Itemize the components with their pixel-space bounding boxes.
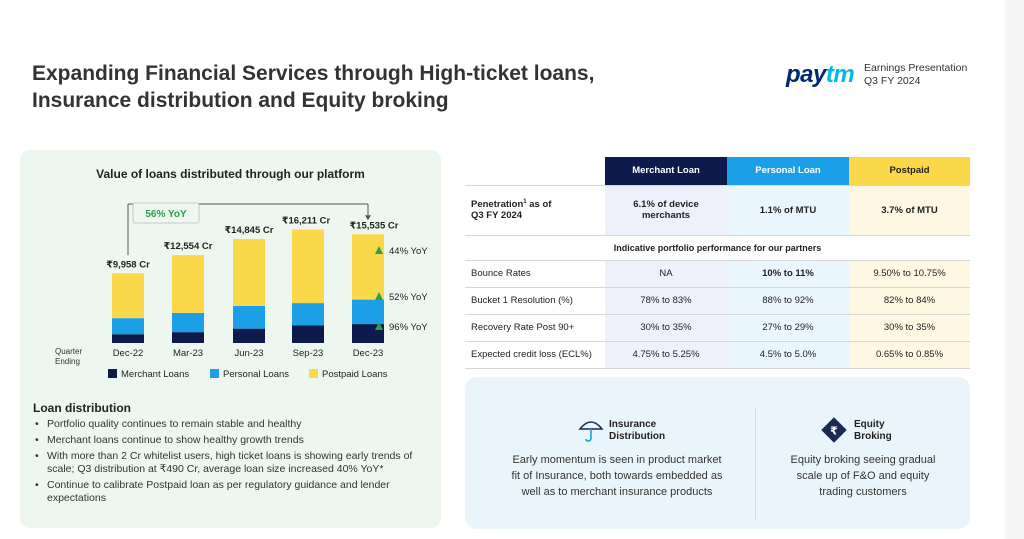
x-tick-label: Dec-23 bbox=[352, 348, 384, 359]
x-tick-label: Dec-22 bbox=[112, 348, 144, 359]
list-item: • Merchant loans continue to show healthy growth trends bbox=[33, 434, 433, 447]
cell-personal: 10% to 11% bbox=[727, 260, 849, 287]
cell-postpaid: 9.50% to 10.75% bbox=[849, 260, 970, 287]
legend-label: Postpaid Loans bbox=[322, 369, 388, 380]
table-header-row bbox=[465, 157, 970, 185]
axis-label: Ending bbox=[55, 357, 80, 366]
insurance-title-line-1: Insurance bbox=[609, 419, 657, 430]
bar-personal-loans bbox=[172, 313, 204, 332]
x-tick-label: Sep-23 bbox=[292, 348, 324, 359]
cell-personal: 88% to 92% bbox=[727, 287, 849, 314]
legend-label: Merchant Loans bbox=[121, 369, 190, 380]
loan-distribution-title: Loan distribution bbox=[33, 401, 131, 415]
portfolio-table bbox=[465, 157, 970, 369]
penetration-label bbox=[465, 185, 605, 235]
penetration-label-text: Penetration bbox=[471, 199, 524, 211]
row-label: Bounce Rates bbox=[465, 260, 605, 287]
umbrella-icon bbox=[578, 417, 604, 443]
legend-label: Personal Loans bbox=[223, 369, 290, 380]
bar-postpaid-loans bbox=[352, 234, 384, 299]
equity-description-line-1: Equity broking seeing gradual bbox=[790, 454, 936, 466]
equity-title bbox=[854, 419, 892, 443]
page-edge-strip bbox=[1005, 0, 1024, 539]
axis-label: Quarter bbox=[55, 347, 83, 356]
callout-label: 56% YoY bbox=[145, 209, 187, 220]
bar-postpaid-loans bbox=[292, 230, 324, 304]
bar-personal-loans bbox=[352, 300, 384, 325]
page-title-line-1: Expanding Financial Services through High-ticket loans, bbox=[32, 62, 595, 85]
insurance-description bbox=[485, 452, 749, 500]
page-title bbox=[32, 60, 732, 114]
table-row bbox=[465, 287, 970, 314]
table-row bbox=[465, 341, 970, 368]
insurance-title-line-2: Distribution bbox=[609, 431, 666, 442]
bar-postpaid-loans bbox=[172, 255, 204, 313]
bar-total-label: ₹12,554 Cr bbox=[163, 241, 213, 253]
cell-merchant: NA bbox=[605, 260, 727, 287]
cell-merchant: 78% to 83% bbox=[605, 287, 727, 314]
services-divider bbox=[755, 409, 756, 521]
loan-distribution-list bbox=[33, 418, 433, 508]
penetration-postpaid: 3.7% of MTU bbox=[849, 185, 970, 235]
equity-description-line-2: scale up of F&O and equity bbox=[796, 470, 930, 482]
legend-swatch bbox=[108, 369, 117, 378]
presentation-label-line-1: Earnings Presentation bbox=[864, 62, 968, 74]
paytm-wordmark bbox=[786, 61, 854, 89]
logo-tm: tm bbox=[825, 61, 855, 88]
legend-swatch bbox=[210, 369, 219, 378]
table-row bbox=[465, 260, 970, 287]
header-merchant-loan: Merchant Loan bbox=[605, 157, 727, 185]
bar-merchant-loans bbox=[292, 326, 324, 344]
loans-panel bbox=[20, 150, 441, 528]
x-tick-label: Jun-23 bbox=[234, 348, 264, 359]
equity-title-line-2: Broking bbox=[854, 431, 892, 442]
penetration-merchant: 6.1% of device merchants bbox=[605, 185, 727, 235]
header-personal-loan: Personal Loan bbox=[727, 157, 849, 185]
presentation-label-line-2: Q3 FY 2024 bbox=[864, 75, 921, 87]
bar-personal-loans bbox=[233, 306, 265, 329]
equity-title-line-1: Equity bbox=[854, 419, 885, 430]
bar-postpaid-loans bbox=[233, 239, 265, 306]
row-label: Recovery Rate Post 90+ bbox=[465, 314, 605, 341]
bar-merchant-loans bbox=[172, 332, 204, 343]
legend-swatch bbox=[309, 369, 318, 378]
list-item: • Continue to calibrate Postpaid loan as per regulatory guidance and lender expectations bbox=[33, 479, 433, 505]
cell-postpaid: 82% to 84% bbox=[849, 287, 970, 314]
equity-description bbox=[763, 452, 963, 500]
header-empty-cell bbox=[465, 157, 605, 185]
header-postpaid: Postpaid bbox=[849, 157, 970, 185]
x-tick-label: Mar-23 bbox=[172, 348, 204, 359]
cell-merchant: 4.75% to 5.25% bbox=[605, 341, 727, 368]
cell-postpaid: 30% to 35% bbox=[849, 314, 970, 341]
logo-pay: pay bbox=[786, 61, 826, 88]
bar-total-label: ₹15,535 Cr bbox=[349, 220, 399, 232]
penetration-row bbox=[465, 185, 970, 235]
insurance-description-line-3: well as to merchant insurance products bbox=[521, 486, 713, 498]
cell-postpaid: 0.65% to 0.85% bbox=[849, 341, 970, 368]
bar-personal-loans bbox=[292, 303, 324, 325]
penetration-label-period: Q3 FY 2024 bbox=[471, 210, 523, 222]
bar-merchant-loans bbox=[233, 329, 265, 343]
list-item: • With more than 2 Cr whitelist users, high ticket loans is showing early trends of scale; Q3 distribution at ₹490 Cr, average loan size increased 40% YoY* bbox=[33, 450, 433, 476]
penetration-personal: 1.1% of MTU bbox=[727, 185, 849, 235]
penetration-label-suffix: as of bbox=[526, 199, 552, 211]
bar-postpaid-loans bbox=[112, 273, 144, 318]
bar-total-label: ₹9,958 Cr bbox=[106, 259, 150, 271]
page-title-line-2: Insurance distribution and Equity broking bbox=[32, 89, 449, 112]
presentation-label bbox=[864, 62, 967, 88]
table-subheader: Indicative portfolio performance for our partners bbox=[465, 235, 970, 260]
table-row bbox=[465, 314, 970, 341]
list-item: • Portfolio quality continues to remain stable and healthy bbox=[33, 418, 433, 431]
row-label: Expected credit loss (ECL%) bbox=[465, 341, 605, 368]
cell-personal: 4.5% to 5.0% bbox=[727, 341, 849, 368]
bar-total-label: ₹14,845 Cr bbox=[224, 225, 274, 237]
cell-merchant: 30% to 35% bbox=[605, 314, 727, 341]
services-panel bbox=[465, 377, 970, 529]
insurance-description-line-2: fit of Insurance, both towards embedded as bbox=[511, 470, 723, 482]
yoy-label: 44% YoY bbox=[389, 246, 428, 257]
bar-personal-loans bbox=[112, 318, 144, 334]
svg-text:₹: ₹ bbox=[830, 424, 838, 438]
equity-description-line-3: trading customers bbox=[819, 486, 907, 498]
bar-merchant-loans bbox=[112, 334, 144, 343]
footnote-marker: 1 bbox=[523, 198, 527, 205]
loan-chart bbox=[20, 150, 441, 390]
yoy-label: 52% YoY bbox=[389, 292, 428, 303]
rupee-diamond-icon bbox=[821, 417, 847, 443]
paytm-logo bbox=[786, 61, 986, 91]
yoy-label: 96% YoY bbox=[389, 322, 428, 333]
cell-personal: 27% to 29% bbox=[727, 314, 849, 341]
bar-total-label: ₹16,211 Cr bbox=[281, 215, 331, 227]
insurance-title bbox=[609, 419, 665, 443]
chart-title: Value of loans distributed through our platform bbox=[96, 167, 365, 181]
insurance-description-line-1: Early momentum is seen in product market bbox=[512, 454, 722, 466]
table-subheader-row bbox=[465, 235, 970, 260]
row-label: Bucket 1 Resolution (%) bbox=[465, 287, 605, 314]
